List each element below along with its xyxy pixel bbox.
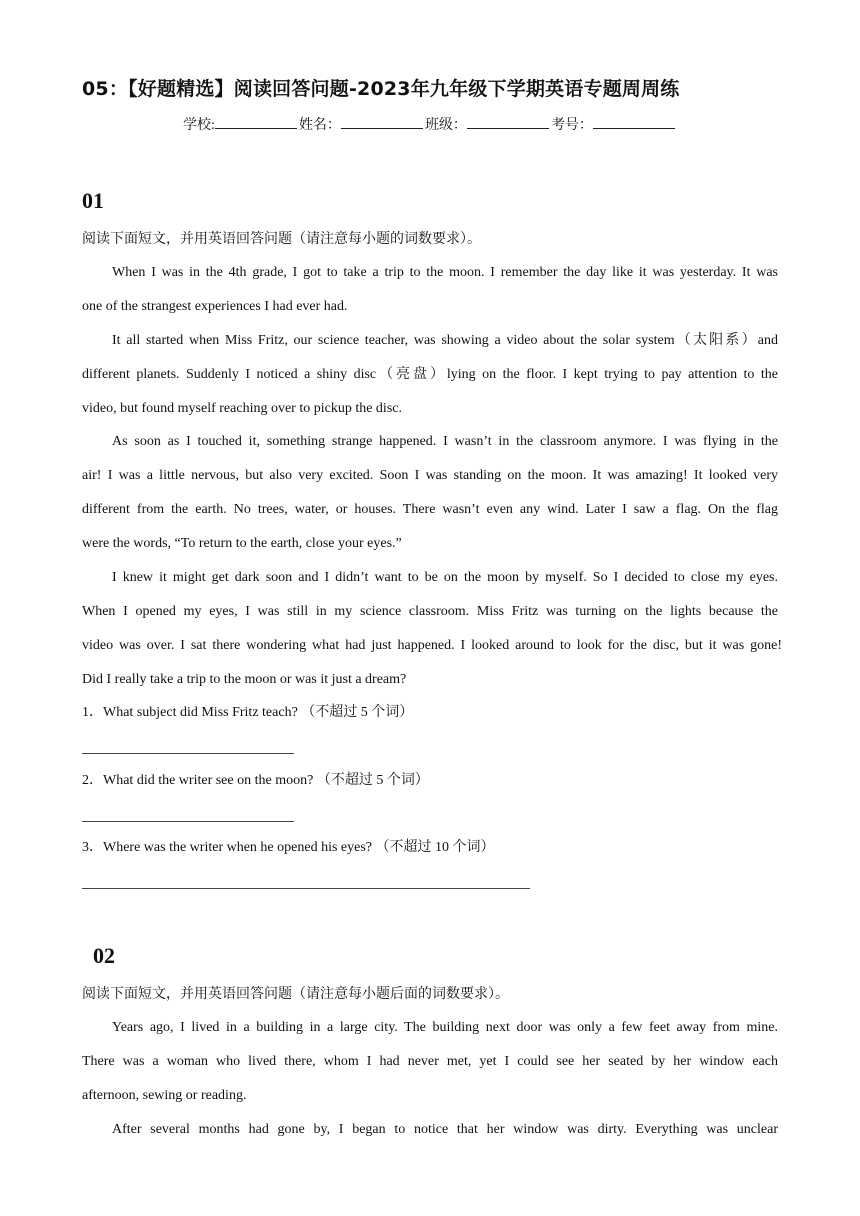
name-blank[interactable] xyxy=(341,115,423,129)
section1-instruction: 阅读下面短文，并用英语回答问题（请注意每小题的词数要求）。 xyxy=(82,232,481,247)
passage1-line: different from the earth. No trees, water, or houses. There wasn’t even any wind. Later I saw a flag. On the flag xyxy=(82,502,778,517)
answer-line-1[interactable] xyxy=(82,753,294,754)
student-info-row xyxy=(0,114,860,134)
passage1-line: were the words, “To return to the earth, close your eyes.” xyxy=(82,536,402,551)
passage1-line: air! I was a little nervous, but also very excited. Soon I was standing on the moon. It was amazing! It looked very xyxy=(82,468,778,483)
document-title: 05：【好题精选】阅读回答问题-2023年九年级下学期英语专题周周练 xyxy=(82,78,680,100)
exam-number-blank[interactable] xyxy=(593,115,675,129)
name-label: 姓名： xyxy=(298,118,341,133)
passage1-line: As soon as I touched it, something strange happened. I wasn’t in the classroom anymore. I was flying in the xyxy=(112,434,778,449)
passage1-line: When I opened my eyes, I was still in my science classroom. Miss Fritz was turning on the lights because the xyxy=(82,604,778,619)
exam-number-label: 考号： xyxy=(550,118,593,133)
section2-instruction: 阅读下面短文，并用英语回答问题（请注意每小题后面的词数要求）。 xyxy=(82,987,509,1002)
class-blank[interactable] xyxy=(467,115,549,129)
answer-line-3[interactable] xyxy=(82,888,530,889)
section-number-02: 02 xyxy=(93,943,115,968)
section-number-01: 01 xyxy=(82,188,104,213)
passage2-line: There was a woman who lived there, whom I had never met, yet I could see her seated by her window each xyxy=(82,1054,778,1069)
passage1-line: one of the strangest experiences I had ever had. xyxy=(82,299,348,314)
passage1-line: Did I really take a trip to the moon or was it just a dream? xyxy=(82,672,407,687)
passage2-line: Years ago, I lived in a building in a large city. The building next door was only a few feet away from mine. xyxy=(112,1020,778,1035)
passage1-line: When I was in the 4th grade, I got to take a trip to the moon. I remember the day like it was yesterday. It was xyxy=(112,265,778,280)
school-blank[interactable] xyxy=(215,115,297,129)
passage1-line: video was over. I sat there wondering what had just happened. I looked around to look for the disc, but it was gone! xyxy=(82,638,782,653)
answer-line-2[interactable] xyxy=(82,821,294,822)
question-2: 2．What did the writer see on the moon? （不超过 5 个词） xyxy=(82,773,429,788)
passage1-line: I knew it might get dark soon and I didn’t want to be on the moon by myself. So I decided to close my eyes. xyxy=(112,570,778,585)
passage2-line: afternoon, sewing or reading. xyxy=(82,1088,247,1103)
passage2-line: After several months had gone by, I began to notice that her window was dirty. Everything was unclear xyxy=(112,1122,778,1137)
question-1: 1．What subject did Miss Fritz teach? （不超过 5 个词） xyxy=(82,705,414,720)
passage1-line: video, but found myself reaching over to pickup the disc. xyxy=(82,401,402,416)
passage1-line: It all started when Miss Fritz, our science teacher, was showing a video about the solar system（太阳系）and xyxy=(112,333,778,348)
passage1-line: different planets. Suddenly I noticed a shiny disc（亮盘）lying on the floor. I kept trying to pay attention to the xyxy=(82,367,778,382)
class-label: 班级： xyxy=(424,118,467,133)
school-label: 学校: xyxy=(183,118,215,133)
question-3: 3．Where was the writer when he opened his eyes? （不超过 10 个词） xyxy=(82,840,495,855)
